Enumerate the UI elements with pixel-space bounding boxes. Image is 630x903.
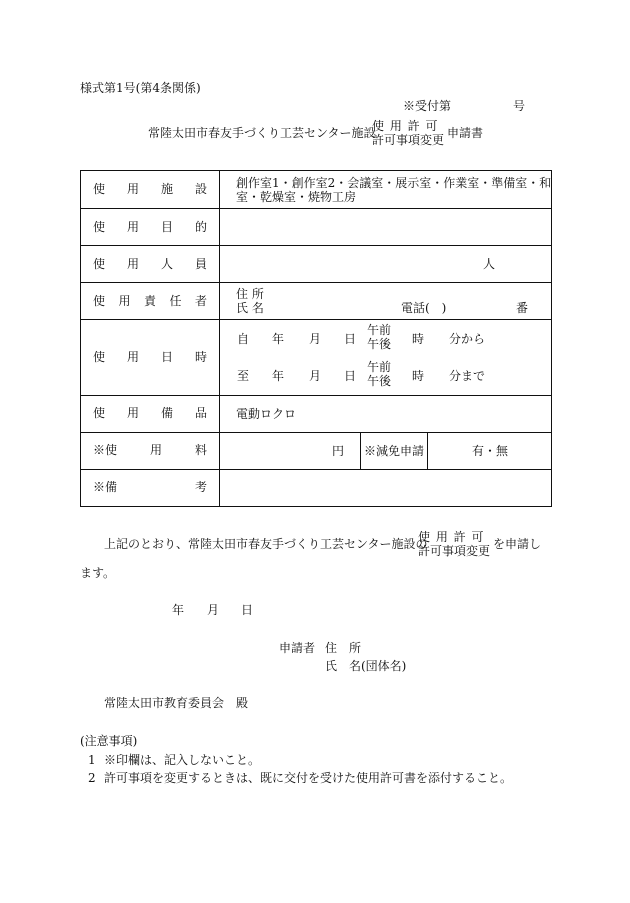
exemption-label: ※減免申請 xyxy=(361,432,428,469)
row-people xyxy=(81,246,552,283)
row-fee xyxy=(81,432,552,469)
receipt-label: ※受付第 xyxy=(403,99,452,113)
remarks-label: ※備 考 xyxy=(81,469,220,506)
datetime-label: 使 用 日 時 xyxy=(81,320,220,395)
row-responsible xyxy=(81,283,552,320)
statement-prefix: 上記のとおり、常陸太田市春友手づくり工芸センター施設の xyxy=(104,537,428,551)
application-form-table xyxy=(80,170,552,507)
row-equipment xyxy=(81,395,552,432)
facility-value-line1: 創作室1・創作室2・会議室・展示室・作業室・準備室・和 xyxy=(236,176,552,190)
datetime-field[interactable] xyxy=(220,320,552,395)
title-tail: 申請書 xyxy=(447,126,484,140)
from-pm: 午後 xyxy=(367,337,392,352)
title-options xyxy=(372,120,444,148)
from-hour: 時 xyxy=(412,332,425,347)
from-day: 日 xyxy=(344,332,357,347)
applicant-name: 氏 名(団体名) xyxy=(325,659,407,673)
note-item-number: 1 xyxy=(88,753,96,767)
form-number: 様式第1号(第4条関係) xyxy=(80,81,201,95)
addressee: 常陸太田市教育委員会 殿 xyxy=(104,696,249,710)
note-item-text: 許可事項を変更するときは、既に交付を受けた使用許可書を添付すること。 xyxy=(104,771,513,785)
to-day: 日 xyxy=(344,369,357,384)
title-main: 常陸太田市春友手づくり工芸センター施設 xyxy=(148,126,376,140)
to-year: 年 xyxy=(272,369,285,384)
statement-suffix: を申請し xyxy=(493,537,542,551)
responsible-name-label: 氏 名 xyxy=(236,301,264,316)
fee-unit: 円 xyxy=(332,443,345,458)
receipt-suffix: 号 xyxy=(513,99,526,113)
responsible-address-label: 住 所 xyxy=(236,287,264,302)
remarks-field[interactable] xyxy=(220,469,552,506)
equipment-field[interactable] xyxy=(220,395,552,432)
people-unit: 人 xyxy=(483,257,496,272)
row-facility xyxy=(81,171,552,209)
to-ampm xyxy=(367,361,391,389)
fee-field[interactable] xyxy=(220,432,361,469)
title-option-use-permit: 使 用 許 可 xyxy=(372,119,439,133)
row-datetime xyxy=(81,320,552,395)
statement-option-change: 許可事項変更 xyxy=(418,543,491,558)
title-option-change: 許可事項変更 xyxy=(372,132,445,147)
equipment-label: 使 用 備 品 xyxy=(81,395,220,432)
note-item-number: 2 xyxy=(88,771,96,785)
from-marker: 自 xyxy=(237,332,250,347)
people-label: 使 用 人 員 xyxy=(81,246,220,283)
from-am: 午前 xyxy=(367,323,392,338)
date-month: 月 xyxy=(207,603,220,617)
equipment-value: 電動ロクロ xyxy=(236,406,297,421)
exemption-value: 有・無 xyxy=(472,443,509,458)
purpose-label: 使 用 目 的 xyxy=(81,209,220,246)
from-ampm xyxy=(367,324,391,352)
fee-label: ※使 用 料 xyxy=(81,432,220,469)
applicant-address: 住 所 xyxy=(325,641,362,655)
exemption-choice[interactable] xyxy=(428,432,552,469)
row-purpose xyxy=(81,209,552,246)
responsible-label: 使 用 責 任 者 xyxy=(81,283,220,320)
facility-label: 使 用 施 設 xyxy=(81,171,220,209)
from-month: 月 xyxy=(309,332,322,347)
to-month: 月 xyxy=(309,369,322,384)
to-pm: 午後 xyxy=(367,374,392,389)
people-field[interactable] xyxy=(220,246,552,283)
responsible-field[interactable] xyxy=(220,283,552,320)
statement-options xyxy=(418,531,490,559)
to-hour: 時 xyxy=(412,369,425,384)
statement-continuation: ます。 xyxy=(80,566,116,580)
to-minute: 分まで xyxy=(449,369,486,384)
from-year: 年 xyxy=(272,332,285,347)
purpose-field[interactable] xyxy=(220,209,552,246)
to-marker: 至 xyxy=(237,369,250,384)
from-minute: 分から xyxy=(449,332,486,347)
row-remarks xyxy=(81,469,552,506)
facility-value[interactable] xyxy=(220,171,552,209)
to-am: 午前 xyxy=(367,360,392,375)
notes-heading: (注意事項) xyxy=(80,734,138,748)
date-year: 年 xyxy=(172,603,185,617)
responsible-phone-label: 電話( ) xyxy=(401,301,447,316)
note-item-text: ※印欄は、記入しないこと。 xyxy=(104,753,261,767)
responsible-phone-suffix: 番 xyxy=(516,301,529,316)
applicant-label: 申請者 xyxy=(279,641,316,655)
facility-value-line2: 室・乾燥室・焼物工房 xyxy=(236,189,357,204)
statement-option-use-permit: 使 用 許 可 xyxy=(418,530,485,544)
date-day: 日 xyxy=(241,603,254,617)
